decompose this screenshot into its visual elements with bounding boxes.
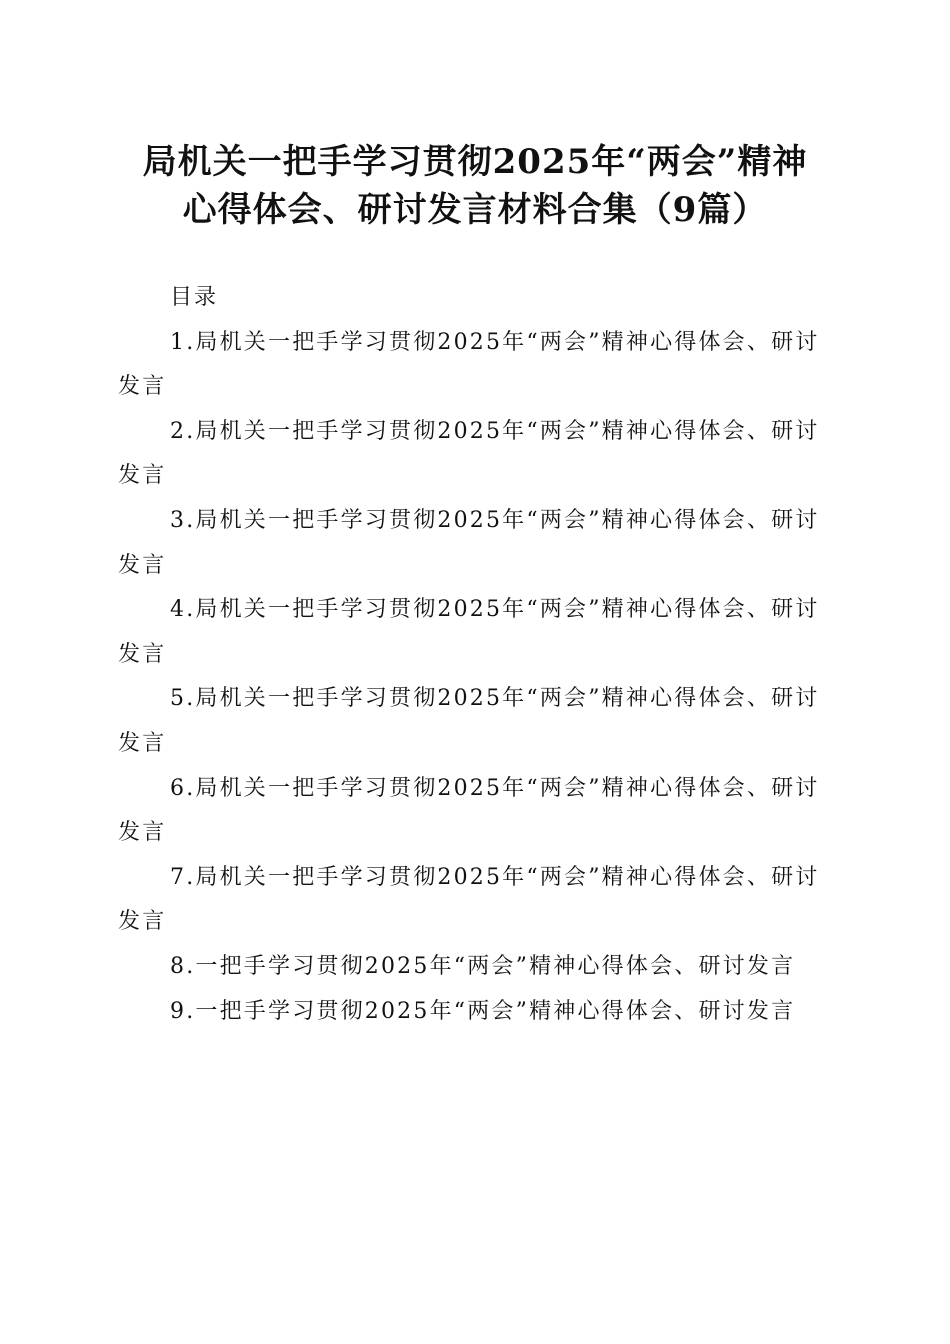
toc-item-6: 6.局机关一把手学习贯彻2025年“两会”精神心得体会、研讨发言 xyxy=(118,775,820,846)
toc-list xyxy=(118,321,830,1035)
toc-item-7: 7.局机关一把手学习贯彻2025年“两会”精神心得体会、研讨发言 xyxy=(118,864,820,935)
toc-item-5: 5.局机关一把手学习贯彻2025年“两会”精神心得体会、研讨发言 xyxy=(118,686,820,756)
toc-item-1: 1.局机关一把手学习贯彻2025年“两会”精神心得体会、研讨发言 xyxy=(118,329,820,400)
toc-item-3: 3.局机关一把手学习贯彻2025年“两会”精神心得体会、研讨发言 xyxy=(118,507,820,578)
toc-heading: 目录 xyxy=(170,285,219,310)
toc-item-9: 9.一把手学习贯彻2025年“两会”精神心得体会、研讨发言 xyxy=(170,998,796,1024)
toc-item-4: 4.局机关一把手学习贯彻2025年“两会”精神心得体会、研讨发言 xyxy=(118,597,820,667)
toc-item-8: 8.一把手学习贯彻2025年“两会”精神心得体会、研讨发言 xyxy=(170,953,796,979)
document-title xyxy=(100,138,850,234)
table-of-contents xyxy=(118,276,830,1034)
toc-item-2: 2.局机关一把手学习贯彻2025年“两会”精神心得体会、研讨发言 xyxy=(118,418,820,489)
title-line-2: 心得体会、研讨发言材料合集（9篇） xyxy=(182,190,768,230)
title-line-1: 局机关一把手学习贯彻2025年“两会”精神 xyxy=(142,142,808,182)
